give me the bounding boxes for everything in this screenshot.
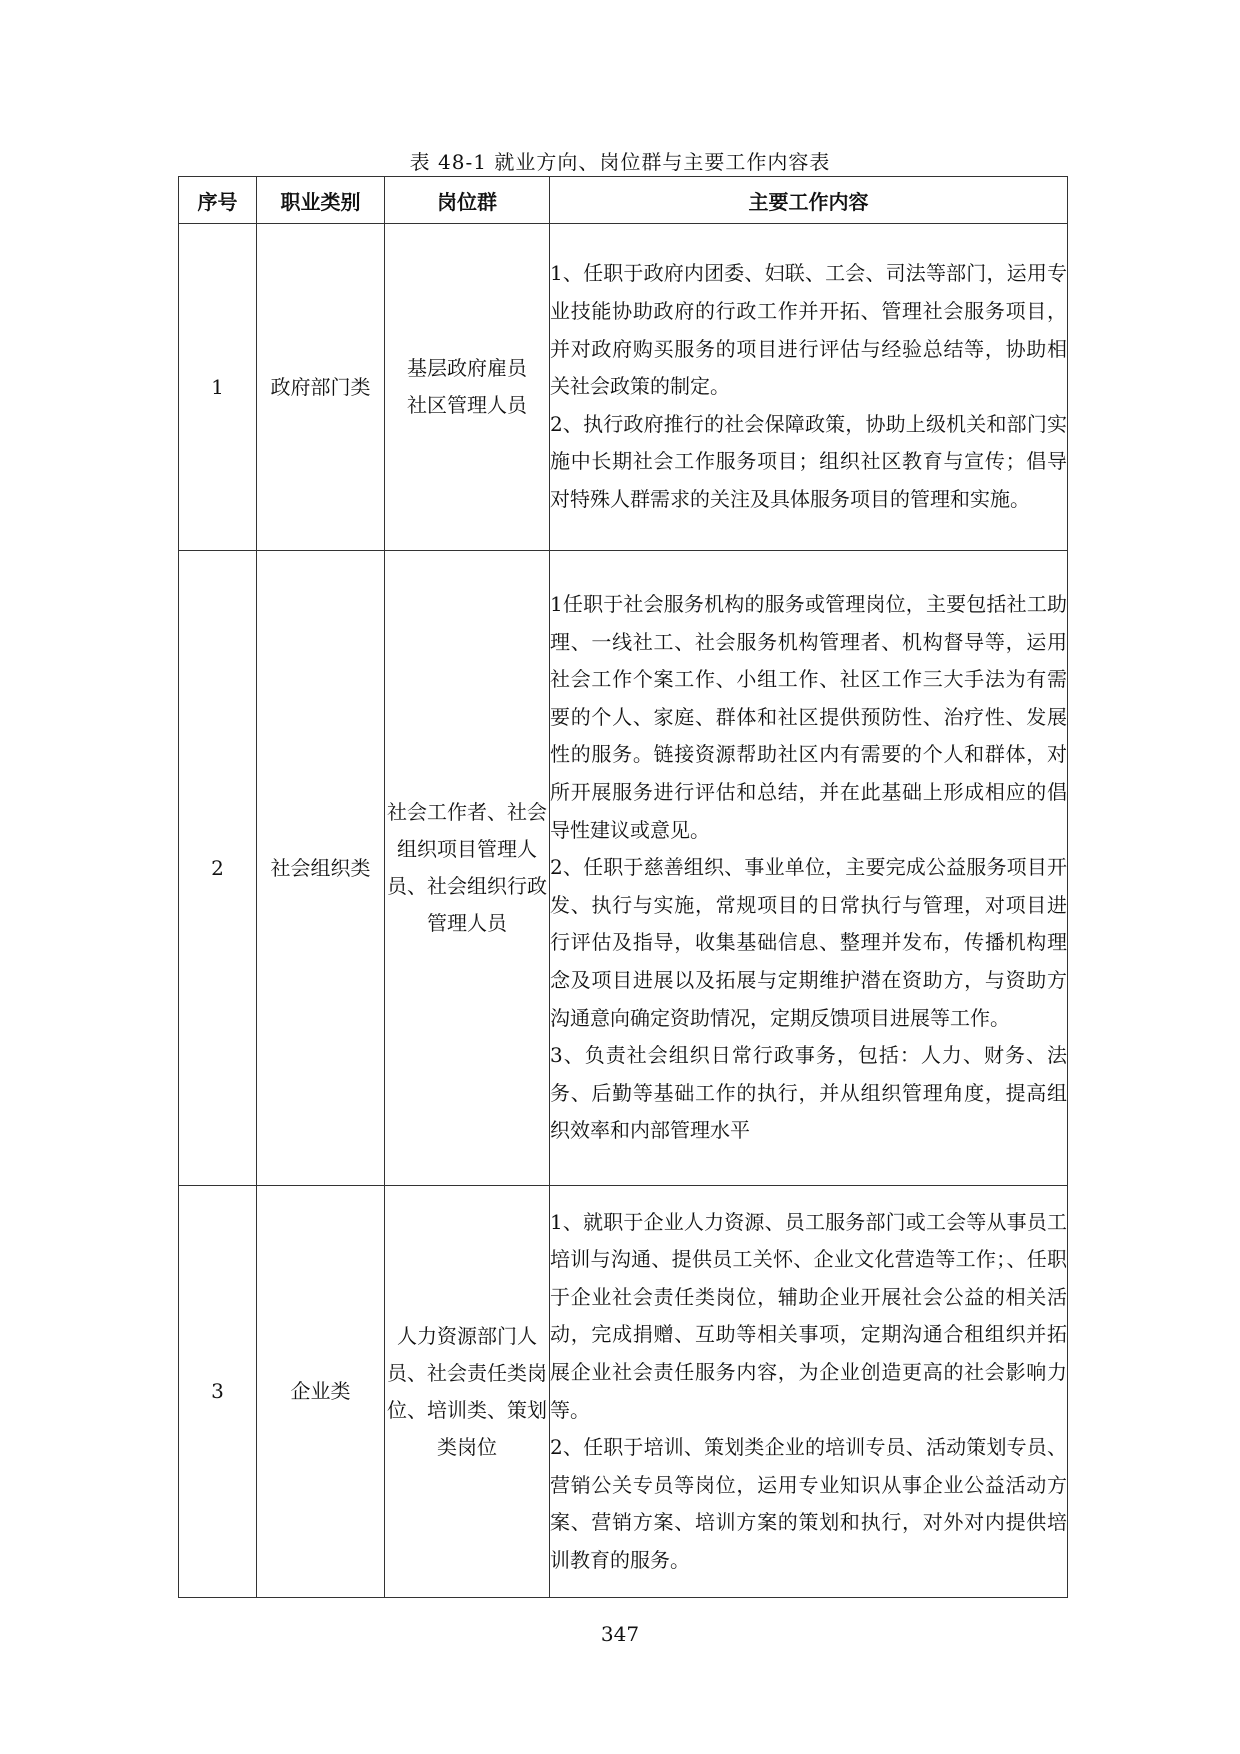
content-paragraph: 1、任职于政府内团委、妇联、工会、司法等部门，运用专业技能协助政府的行政工作并开拓、管理社会服务项目，并对政府购买服务的项目进行评估与经验总结等，协助相关社会政策的制定。 — [550, 261, 1067, 399]
row-no: 1 — [179, 224, 257, 551]
page-number: 347 — [600, 1622, 640, 1646]
job-line: 组织项目管理人 — [397, 837, 537, 861]
job-line: 管理人员 — [427, 911, 507, 935]
job-line: 社区管理人员 — [407, 393, 527, 417]
row-no: 3 — [179, 1186, 257, 1598]
content-paragraph: 2、任职于慈善组织、事业单位，主要完成公益服务项目开发、执行与实施，常规项目的日常执行与管理，对项目进行评估及指导，收集基础信息、整理并发布，传播机构理念及项目进展以及拓展与定期维护潜在资助方，与资助方沟通意向确定资助情况，定期反馈项目进展等工作。 — [550, 855, 1067, 1030]
header-content: 主要工作内容 — [550, 177, 1068, 224]
content-paragraph: 3、负责社会组织日常行政事务，包括：人力、财务、法务、后勤等基础工作的执行，并从组织管理角度，提高组织效率和内部管理水平 — [550, 1043, 1067, 1143]
header-jobs: 岗位群 — [385, 177, 550, 224]
header-no: 序号 — [179, 177, 257, 224]
row-jobs — [385, 224, 550, 551]
job-line: 人力资源部门人 — [397, 1323, 537, 1348]
job-line: 类岗位 — [437, 1434, 497, 1459]
table-row — [179, 551, 1068, 1186]
table-caption: 表 48-1 就业方向、岗位群与主要工作内容表 — [409, 150, 831, 174]
row-no: 2 — [179, 551, 257, 1186]
table-row — [179, 1186, 1068, 1598]
content-paragraph: 2、任职于培训、策划类企业的培训专员、活动策划专员、营销公关专员等岗位，运用专业知识从事企业公益活动方案、营销方案、培训方案的策划和执行，对外对内提供培训教育的服务。 — [550, 1435, 1067, 1572]
job-line: 基层政府雇员 — [407, 356, 527, 380]
header-category: 职业类别 — [257, 177, 385, 224]
row-content — [550, 224, 1068, 551]
job-line: 员、社会责任类岗 — [387, 1360, 547, 1385]
row-category: 社会组织类 — [257, 551, 385, 1186]
row-category: 企业类 — [257, 1186, 385, 1598]
row-category: 政府部门类 — [257, 224, 385, 551]
row-content — [550, 551, 1068, 1186]
content-paragraph: 1、就职于企业人力资源、员工服务部门或工会等从事员工培训与沟通、提供员工关怀、企业文化营造等工作；、任职于企业社会责任类岗位，辅助企业开展社会公益的相关活动，完成捐赠、互助等相关事项，定期沟通合租组织并拓展企业社会责任服务内容，为企业创造更高的社会影响力等。 — [550, 1209, 1067, 1422]
employment-table — [178, 176, 1068, 1598]
row-content — [550, 1186, 1068, 1598]
table-row — [179, 224, 1068, 551]
content-paragraph: 2、执行政府推行的社会保障政策，协助上级机关和部门实施中长期社会工作服务项目；组织社区教育与宣传；倡导对特殊人群需求的关注及具体服务项目的管理和实施。 — [550, 411, 1067, 511]
job-line: 社会工作者、社会 — [387, 800, 547, 824]
content-paragraph: 1任职于社会服务机构的服务或管理岗位，主要包括社工助理、一线社工、社会服务机构管理者、机构督导等，运用社会工作个案工作、小组工作、社区工作三大手法为有需要的个人、家庭、群体和社区提供预防性、治疗性、发展性的服务。链接资源帮助社区内有需要的个人和群体，对所开展服务进行评估和总结，并在此基础上形成相应的倡导性建议或意见。 — [550, 592, 1067, 842]
job-line: 员、社会组织行政 — [387, 874, 547, 898]
row-jobs — [385, 551, 550, 1186]
job-line: 位、培训类、策划 — [387, 1397, 547, 1422]
row-jobs — [385, 1186, 550, 1598]
table-header-row — [179, 177, 1068, 224]
